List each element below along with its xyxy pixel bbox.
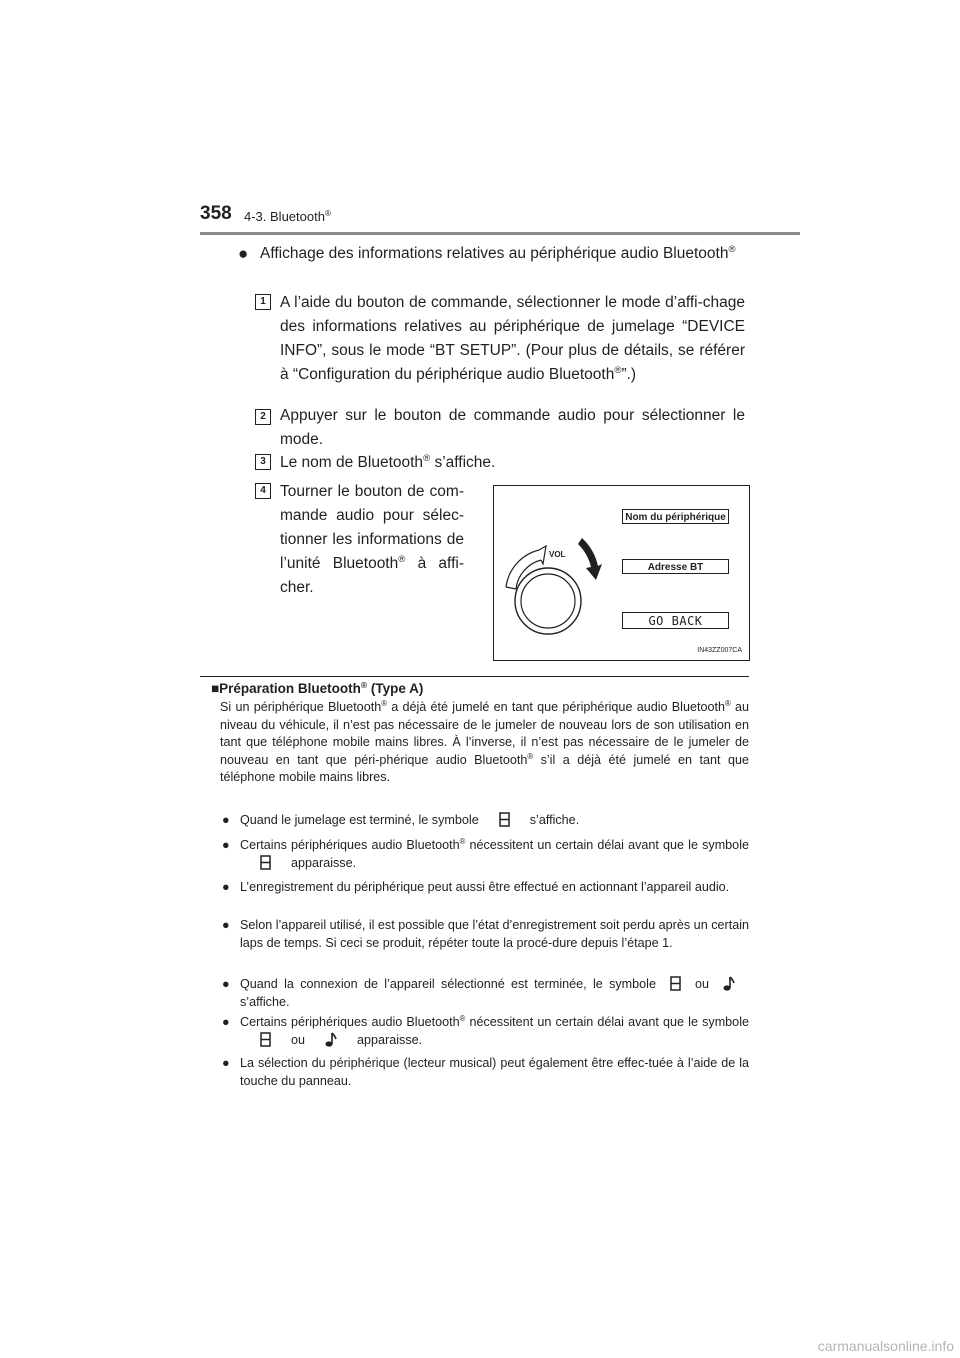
section-title-text: 4-3. Bluetooth [244,209,325,224]
music-note-icon [325,1032,337,1047]
step-number-1: 1 [255,294,271,310]
bullet-icon: ● [238,244,249,263]
note-5-b: s’affiche. [240,994,290,1009]
note-2-b: nécessitent un certain délai avant que le symbole [465,838,749,852]
bullet-icon: ● [222,880,230,894]
phone-symbol-icon [260,855,271,870]
registered-mark: ® [398,554,406,566]
step-3-text-b: s’affiche. [430,454,496,471]
note-6-b: nécessitent un certain délai avant que le symbole [465,1015,749,1029]
step-1-text-b: ”.) [621,366,637,383]
bt-address-label: Adresse BT [622,559,729,574]
registered-mark: ® [459,1014,466,1024]
section-title [244,209,331,224]
section-divider [200,676,749,677]
step-2-text: Appuyer sur le bouton de commande audio pour sélectionner le mode. [280,407,745,448]
step-number-3: 3 [255,454,271,470]
registered-mark: ® [614,365,622,377]
note-4 [222,917,749,952]
bullet-heading [238,242,745,266]
step-number-4: 4 [255,483,271,499]
device-name-label: Nom du périphérique [622,509,729,524]
notes-title-a: Préparation Bluetooth [219,681,361,696]
registered-mark: ® [728,244,736,256]
notes-title [211,681,423,696]
bullet-icon: ● [222,813,230,827]
registered-mark: ® [324,209,331,219]
registered-mark: ® [527,751,534,761]
registered-mark: ® [459,837,466,847]
step-3-text-a: Le nom de Bluetooth [280,454,424,471]
note-6-c: apparaisse. [357,1032,423,1047]
notes-title-b: (Type A) [367,681,424,696]
bullet-heading-text [260,242,745,266]
music-note-icon [723,976,735,991]
note-4-text: Selon l’appareil utilisé, il est possible que l’état d’enregistrement soit perdu après un certain laps de temps. Si ceci se produit, répéter toute la procé-dure depuis l’étape 1. [240,918,749,950]
bullet-icon: ● [222,977,230,991]
header-rule [200,232,800,235]
intro-b: a déjà été jumelé en tant que périphérique audio Bluetooth [386,700,725,714]
registered-mark: ® [724,699,731,709]
registered-mark: ® [423,453,431,465]
step-4-text-a: Tourner le bouton de com-mande audio pour sélec-tionner les informations de l’unité Bluetooth [280,483,464,572]
note-1-a: Quand le jumelage est terminé, le symbole [240,813,479,827]
page-number: 358 [200,203,232,224]
note-1-b: s’affiche. [529,813,580,827]
note-2-a: Certains périphériques audio Bluetooth [240,838,460,852]
figure-code: IN43ZZ007CA [697,647,742,654]
bullet-icon: ● [222,918,230,932]
bullet-heading-label: Affichage des informations relatives au périphérique audio Bluetooth [260,245,729,262]
intro-c: au niveau du véhicule, il n’est pas nécessaire de le jumeler de nouveau lors de son utilisation en tant que téléphone mobile mains libres. À l’inverse, il n’est pas nécessaire de le jumeler de nouveau en tant que péri-phérique audio Bluetooth [220,700,749,767]
vol-label: VOL [549,550,566,559]
phone-symbol-icon [670,976,681,991]
square-bullet-icon: ■ [211,681,220,696]
bullet-icon: ● [222,1056,230,1070]
vol-knob-figure [493,485,750,661]
intro-a: Si un périphérique Bluetooth [220,700,382,714]
watermark: carmanualsonline.info [817,1338,954,1354]
note-3 [222,879,749,897]
note-6 [222,1014,749,1049]
step-number-2: 2 [255,409,271,425]
step-4-text [280,480,464,600]
phone-symbol-icon [499,812,510,827]
step-4-text-b: à affi-cher. [280,555,464,596]
note-7-text: La sélection du périphérique (lecteur musical) peut également être effec-tuée à l’aide de la touche du panneau. [240,1056,749,1088]
bullet-icon: ● [222,1015,230,1029]
step-1-text-a: A l’aide du bouton de commande, sélectionner le mode d’affi-chage des informations relatives au périphérique de jumelage “DEVICE INFO”, sous le mode “BT SETUP”. (Pour plus de détails, se référer à “Configuration du périphérique audio Bluetooth [280,294,745,383]
note-6-or: ou [291,1032,306,1047]
note-5 [222,976,749,1011]
step-3-text [280,451,745,475]
intro-d: s’il a déjà été jumelé en tant que téléphone mobile mains libres. [220,752,749,784]
note-6-a: Certains périphériques audio Bluetooth [240,1015,460,1029]
notes-intro [220,699,749,787]
note-1 [222,812,749,830]
step-1-text [280,291,745,387]
note-7 [222,1055,749,1090]
note-5-or: ou [694,977,709,991]
registered-mark: ® [360,679,368,690]
bullet-icon: ● [222,838,230,852]
note-2-c: apparaisse. [291,855,357,870]
note-5-a: Quand la connexion de l’appareil sélectionné est terminée, le symbole [240,977,656,991]
registered-mark: ® [381,699,387,709]
phone-symbol-icon [260,1032,271,1047]
note-3-text: L’enregistrement du périphérique peut aussi être effectué en actionnant l’appareil audio. [240,880,730,894]
note-2 [222,837,749,872]
go-back-label: GO BACK [622,612,729,629]
